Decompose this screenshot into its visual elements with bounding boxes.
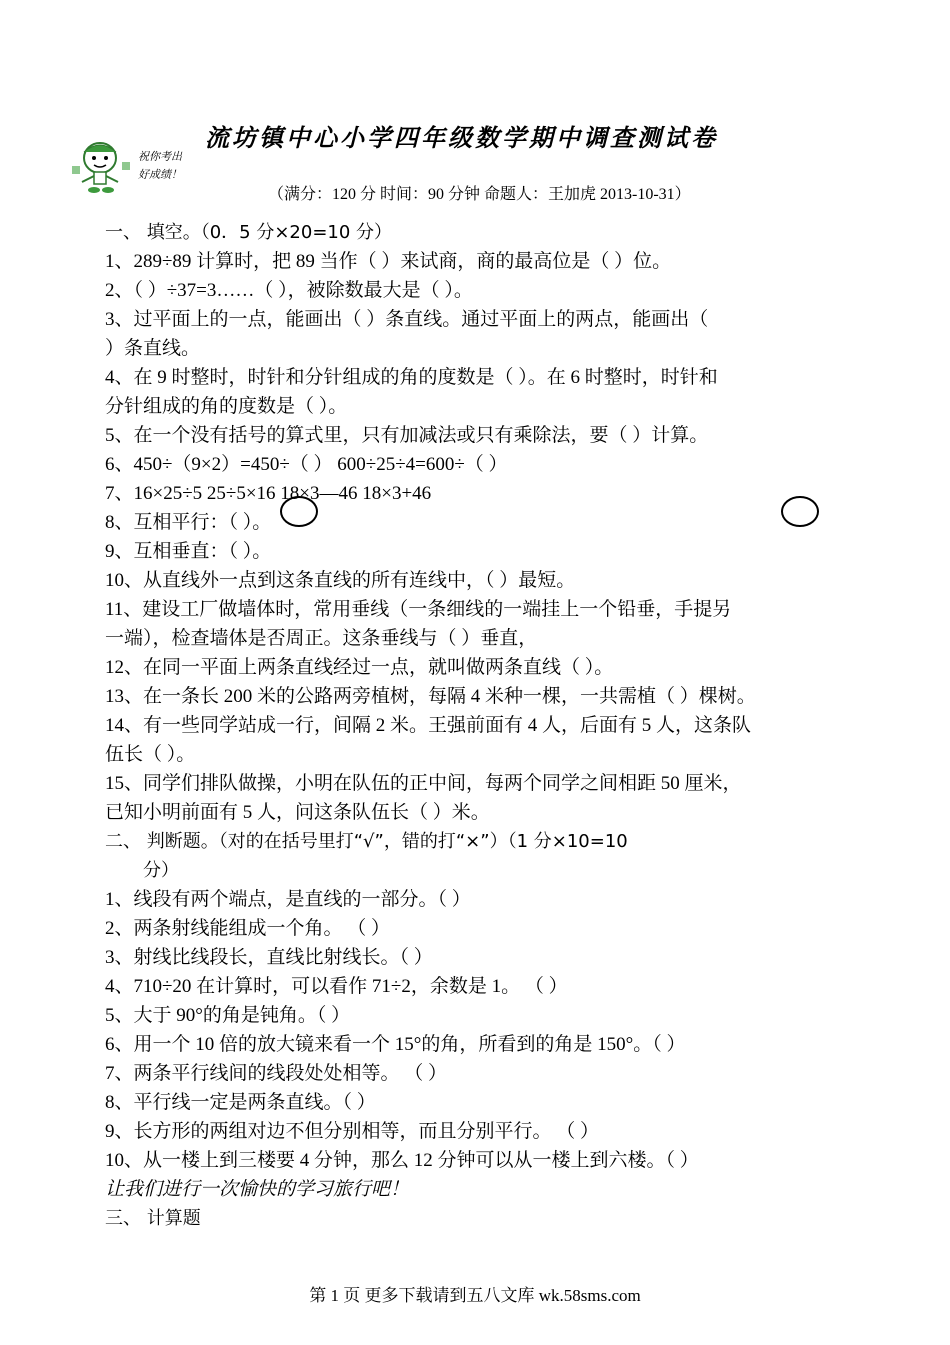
question-line: 7、两条平行线间的线段处处相等。 （ ） <box>105 1063 448 1084</box>
question-line: 6、450÷（9×2）=450÷（ ） 600÷25÷4=600÷（ ） <box>105 454 508 475</box>
section-heading-calc: 三、 计算题 <box>105 1208 201 1229</box>
section-heading-fill: 一、 填空。（0．5 分×20=10 分） <box>105 222 393 243</box>
question-line: 分针组成的角的度数是（ ）。 <box>105 396 348 417</box>
question-line: 12、在同一平面上两条直线经过一点，就叫做两条直线（ ）。 <box>105 657 614 678</box>
question-line: 已知小明前面有 5 人，问这条队伍长（ ）米。 <box>105 802 490 823</box>
question-line: 10、从直线外一点到这条直线的所有连线中，（ ）最短。 <box>105 570 576 591</box>
exam-content <box>105 218 855 1233</box>
question-line: ）条直线。 <box>105 338 201 359</box>
question-line: 一端），检查墙体是否周正。这条垂线与（ ）垂直， <box>105 628 538 649</box>
wish-text <box>138 148 182 184</box>
question-line: 1、线段有两个端点，是直线的一部分。（ ） <box>105 889 471 910</box>
question-line: 15、同学们排队做操，小明在队伍的正中间，每两个同学之间相距 50 厘米， <box>105 773 742 794</box>
question-line: 8、平行线一定是两条直线。（ ） <box>105 1092 376 1113</box>
question-line: 5、大于 90°的角是钝角。（ ） <box>105 1005 351 1026</box>
question-line: 3、射线比线段长，直线比射线长。（ ） <box>105 947 433 968</box>
question-line: 11、建设工厂做墙体时，常用垂线（一条细线的一端挂上一个铅垂，手提另 <box>105 599 732 620</box>
question-line: 2、（ ）÷37=3……（ ），被除数最大是（ ）。 <box>105 280 473 301</box>
comparison-circle-1 <box>280 496 318 527</box>
question-line: 3、过平面上的一点，能画出（ ）条直线。通过平面上的两点，能画出（ <box>105 309 709 330</box>
comparison-circle-2 <box>781 496 819 527</box>
page-footer: 第 1 页 更多下载请到五八文库 wk.58sms.com <box>309 1286 641 1305</box>
section-heading-judge-cont: 分） <box>143 860 179 881</box>
question-line: 6、用一个 10 倍的放大镜来看一个 15°的角，所看到的角是 150°。（ ） <box>105 1034 686 1055</box>
mascot-illustration <box>66 138 136 194</box>
question-line: 9、长方形的两组对边不但分别相等，而且分别平行。 （ ） <box>105 1121 600 1142</box>
question-line: 4、710÷20 在计算时，可以看作 71÷2，余数是 1。 （ ） <box>105 976 568 997</box>
question-line: 5、在一个没有括号的算式里，只有加减法或只有乘除法，要（ ）计算。 <box>105 425 709 446</box>
question-line: 4、在 9 时整时，时针和分针组成的角的度数是（ ）。在 6 时整时，时针和 <box>105 367 718 388</box>
question-line: 13、在一条长 200 米的公路两旁植树，每隔 4 米种一棵，一共需植（ ）棵树。 <box>105 686 756 707</box>
question-line: 伍长（ ）。 <box>105 744 196 765</box>
question-line: 14、有一些同学站成一行，间隔 2 米。王强前面有 4 人，后面有 5 人，这条队 <box>105 715 752 736</box>
exam-subtitle: （满分：120 分 时间：90 分钟 命题人：王加虎 2013-10-31） <box>268 186 691 203</box>
exam-title: 流坊镇中心小学四年级数学期中调查测试卷 <box>205 124 718 152</box>
wish-line-2: 好成绩！ <box>138 168 182 181</box>
section-heading-judge: 二、 判断题。（对的在括号里打“√”，错的打“×”）（1 分×10=10 <box>105 831 628 852</box>
encouragement-line: 让我们进行一次愉快的学习旅行吧！ <box>105 1179 410 1200</box>
question-line: 7、16×25÷5 25÷5×16 18×3—46 18×3+46 <box>105 483 432 504</box>
wish-line-1: 祝你考出 <box>138 150 182 163</box>
question-line: 8、互相平行：（ ）。 <box>105 512 272 533</box>
question-line: 1、289÷89 计算时，把 89 当作（ ）来试商，商的最高位是（ ）位。 <box>105 251 672 272</box>
question-line: 9、互相垂直：（ ）。 <box>105 541 272 562</box>
question-line: 10、从一楼上到三楼要 4 分钟，那么 12 分钟可以从一楼上到六楼。（ ） <box>105 1150 699 1171</box>
question-line: 2、两条射线能组成一个角。 （ ） <box>105 918 391 939</box>
